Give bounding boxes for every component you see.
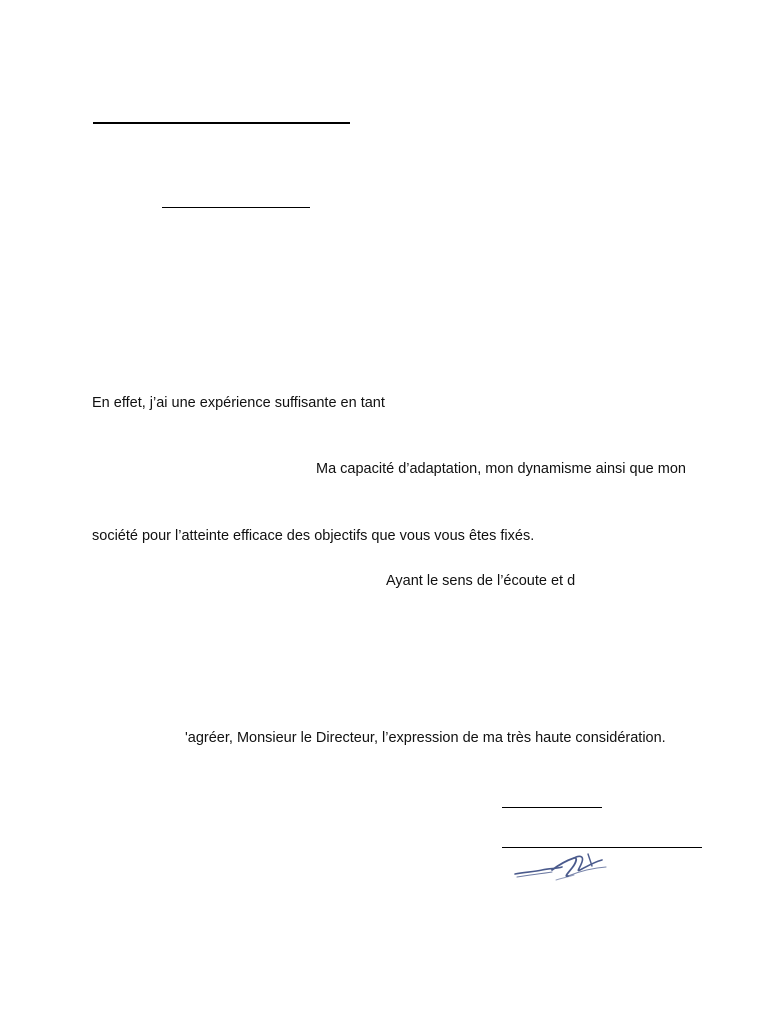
title-underline xyxy=(502,847,702,848)
body-line-adaptation: Ma capacité d’adaptation, mon dynamisme ainsi que mon xyxy=(316,461,686,477)
header-underline xyxy=(93,122,350,124)
body-line-objectives: société pour l’atteinte efficace des objectifs que vous vous êtes fixés. xyxy=(92,528,535,544)
name-underline xyxy=(502,807,602,808)
signature-icon xyxy=(512,850,612,885)
body-line-experience: En effet, j’ai une expérience suffisante en tant xyxy=(92,395,385,411)
closing-formula: 'agréer, Monsieur le Directeur, l’expression de ma très haute considération. xyxy=(185,730,666,746)
body-line-listening: Ayant le sens de l’écoute et d xyxy=(386,573,576,589)
subject-underline xyxy=(162,207,310,208)
